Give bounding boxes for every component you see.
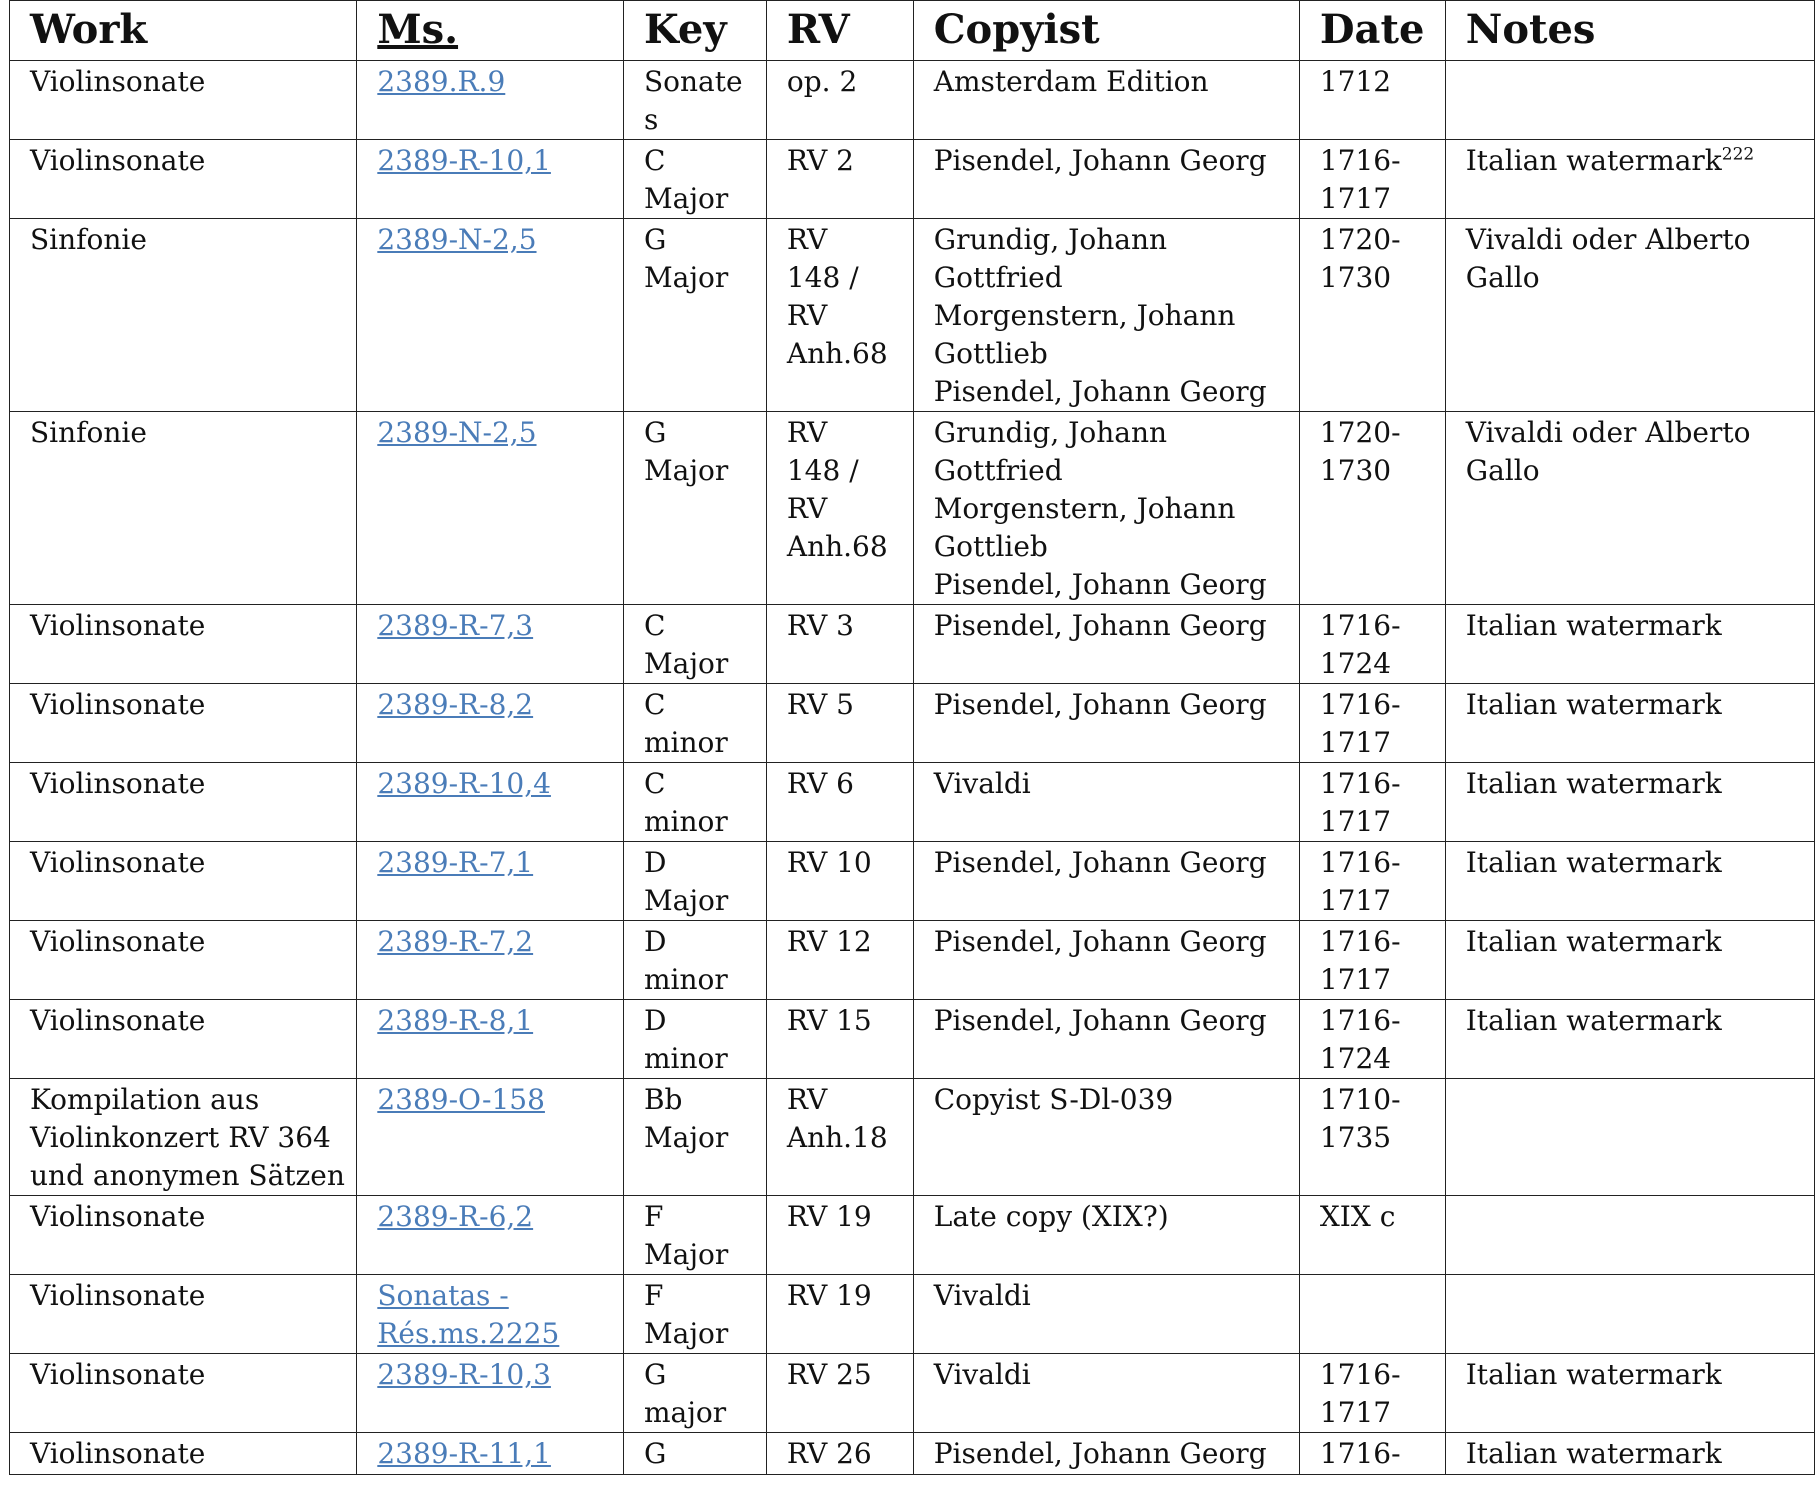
- table-row: [10, 219, 1815, 412]
- cell-copyist: Pisendel, Johann Georg: [913, 605, 1299, 684]
- cell-date: 1716- 1717: [1299, 140, 1445, 219]
- cell-rv: RV 12: [766, 921, 913, 1000]
- cell-copyist: Grundig, Johann Gottfried Morgenstern, Johann Gottlieb Pisendel, Johann Georg: [913, 412, 1299, 605]
- cell-work: Violinsonate: [10, 684, 357, 763]
- cell-notes: Italian watermark: [1445, 842, 1814, 921]
- cell-ms: [357, 1354, 624, 1433]
- cell-key: C minor: [623, 763, 766, 842]
- cell-ms: [357, 1196, 624, 1275]
- manuscript-link[interactable]: 2389-R-10,4: [377, 767, 551, 800]
- cell-ms: [357, 1000, 624, 1079]
- cell-date: 1712: [1299, 61, 1445, 140]
- manuscript-table-wrapper: [9, 0, 1815, 1475]
- cell-work: Violinsonate: [10, 1275, 357, 1354]
- cell-date: 1716- 1717: [1299, 921, 1445, 1000]
- cell-ms: [357, 842, 624, 921]
- manuscript-link[interactable]: 2389-R-7,1: [377, 846, 534, 879]
- table-row: [10, 763, 1815, 842]
- cell-work: Violinsonate: [10, 921, 357, 1000]
- cell-work: Violinsonate: [10, 1196, 357, 1275]
- table-row: [10, 140, 1815, 219]
- cell-date: 1716- 1724: [1299, 1000, 1445, 1079]
- table-row: [10, 1433, 1815, 1475]
- cell-ms: [357, 61, 624, 140]
- cell-copyist: Pisendel, Johann Georg: [913, 1000, 1299, 1079]
- cell-ms: [357, 763, 624, 842]
- cell-work: Violinsonate: [10, 1354, 357, 1433]
- cell-work: Violinsonate: [10, 61, 357, 140]
- cell-work: Violinsonate: [10, 763, 357, 842]
- cell-copyist: Pisendel, Johann Georg: [913, 684, 1299, 763]
- cell-notes: Italian watermark: [1445, 1433, 1814, 1475]
- cell-ms: [357, 684, 624, 763]
- cell-copyist: Grundig, Johann Gottfried Morgenstern, Johann Gottlieb Pisendel, Johann Georg: [913, 219, 1299, 412]
- manuscript-link[interactable]: Sonatas - Rés.ms.2225: [377, 1279, 560, 1350]
- cell-notes: Italian watermark: [1445, 763, 1814, 842]
- cell-work: Violinsonate: [10, 842, 357, 921]
- cell-date: 1710- 1735: [1299, 1079, 1445, 1196]
- cell-date: 1716- 1717: [1299, 763, 1445, 842]
- column-header-copyist: Copyist: [913, 1, 1299, 61]
- cell-notes: [1445, 61, 1814, 140]
- manuscript-link[interactable]: 2389-R-6,2: [377, 1200, 534, 1233]
- manuscript-link[interactable]: 2389-R-8,1: [377, 1004, 534, 1037]
- table-row: [10, 1000, 1815, 1079]
- cell-date: XIX c: [1299, 1196, 1445, 1275]
- cell-rv: RV 3: [766, 605, 913, 684]
- cell-notes: Italian watermark: [1445, 605, 1814, 684]
- cell-key: D minor: [623, 1000, 766, 1079]
- cell-work: Violinsonate: [10, 605, 357, 684]
- cell-ms: [357, 1433, 624, 1475]
- table-row: [10, 921, 1815, 1000]
- table-row: [10, 1196, 1815, 1275]
- cell-notes: Vivaldi oder Alberto Gallo: [1445, 412, 1814, 605]
- manuscript-link[interactable]: 2389-N-2,5: [377, 223, 537, 256]
- cell-key: G major: [623, 1354, 766, 1433]
- cell-notes: Italian watermark: [1445, 1354, 1814, 1433]
- cell-copyist: Late copy (XIX?): [913, 1196, 1299, 1275]
- column-header-key: Key: [623, 1, 766, 61]
- cell-rv: RV 19: [766, 1196, 913, 1275]
- cell-date: 1720- 1730: [1299, 219, 1445, 412]
- cell-copyist: Copyist S-Dl-039: [913, 1079, 1299, 1196]
- cell-copyist: Vivaldi: [913, 1354, 1299, 1433]
- cell-rv: RV 5: [766, 684, 913, 763]
- cell-ms: [357, 219, 624, 412]
- cell-rv: RV 6: [766, 763, 913, 842]
- manuscript-link[interactable]: 2389-R-7,3: [377, 609, 534, 642]
- cell-key: C Major: [623, 605, 766, 684]
- cell-notes: [1445, 1275, 1814, 1354]
- cell-rv: op. 2: [766, 61, 913, 140]
- manuscript-link[interactable]: 2389-R-11,1: [377, 1437, 551, 1470]
- cell-date: [1299, 1275, 1445, 1354]
- manuscript-link[interactable]: 2389-R-10,1: [377, 144, 551, 177]
- cell-key: G Major: [623, 412, 766, 605]
- footnote-marker[interactable]: 222: [1721, 144, 1755, 165]
- cell-rv: RV 25: [766, 1354, 913, 1433]
- manuscript-link[interactable]: 2389-R-7,2: [377, 925, 534, 958]
- manuscript-link[interactable]: 2389-N-2,5: [377, 416, 537, 449]
- cell-ms: [357, 605, 624, 684]
- cell-key: C minor: [623, 684, 766, 763]
- cell-notes: Italian watermark: [1445, 921, 1814, 1000]
- cell-notes: [1445, 140, 1814, 219]
- cell-work: Violinsonate: [10, 1433, 357, 1475]
- cell-notes: Italian watermark: [1445, 1000, 1814, 1079]
- cell-rv: RV 148 / RV Anh.68: [766, 412, 913, 605]
- cell-key: Bb Major: [623, 1079, 766, 1196]
- column-header-notes: Notes: [1445, 1, 1814, 61]
- cell-copyist: Pisendel, Johann Georg: [913, 842, 1299, 921]
- cell-notes: Vivaldi oder Alberto Gallo: [1445, 219, 1814, 412]
- manuscript-table: [9, 0, 1815, 1475]
- cell-date: 1720- 1730: [1299, 412, 1445, 605]
- notes-text: Italian watermark: [1465, 144, 1722, 177]
- column-header-date: Date: [1299, 1, 1445, 61]
- cell-copyist: Amsterdam Edition: [913, 61, 1299, 140]
- cell-rv: RV 2: [766, 140, 913, 219]
- table-row: [10, 842, 1815, 921]
- cell-copyist: Pisendel, Johann Georg: [913, 140, 1299, 219]
- cell-key: G Major: [623, 219, 766, 412]
- cell-rv: RV 148 / RV Anh.68: [766, 219, 913, 412]
- table-row: [10, 1275, 1815, 1354]
- header-row: [10, 1, 1815, 61]
- cell-key: F Major: [623, 1196, 766, 1275]
- table-row: [10, 412, 1815, 605]
- cell-ms: [357, 1079, 624, 1196]
- cell-rv: RV 26: [766, 1433, 913, 1475]
- table-row: [10, 61, 1815, 140]
- cell-key: F Major: [623, 1275, 766, 1354]
- cell-ms: [357, 412, 624, 605]
- cell-rv: RV Anh.18: [766, 1079, 913, 1196]
- cell-rv: RV 19: [766, 1275, 913, 1354]
- cell-ms: [357, 1275, 624, 1354]
- cell-copyist: Vivaldi: [913, 763, 1299, 842]
- cell-date: 1716- 1724: [1299, 605, 1445, 684]
- cell-notes: Italian watermark: [1445, 684, 1814, 763]
- cell-copyist: Pisendel, Johann Georg: [913, 1433, 1299, 1475]
- cell-copyist: Vivaldi: [913, 1275, 1299, 1354]
- manuscript-link[interactable]: 2389.R.9: [377, 65, 506, 98]
- cell-date: 1716- 1717: [1299, 842, 1445, 921]
- column-header-ms: Ms.: [357, 1, 624, 61]
- cell-work: Kompilation aus Violinkonzert RV 364 und anonymen Sätzen: [10, 1079, 357, 1196]
- cell-key: G: [623, 1433, 766, 1475]
- cell-notes: [1445, 1079, 1814, 1196]
- cell-key: C Major: [623, 140, 766, 219]
- column-header-rv: RV: [766, 1, 913, 61]
- table-row: [10, 1079, 1815, 1196]
- cell-key: Sonate s: [623, 61, 766, 140]
- table-row: [10, 605, 1815, 684]
- cell-date: 1716-: [1299, 1433, 1445, 1475]
- cell-ms: [357, 140, 624, 219]
- cell-copyist: Pisendel, Johann Georg: [913, 921, 1299, 1000]
- cell-date: 1716- 1717: [1299, 1354, 1445, 1433]
- cell-key: D Major: [623, 842, 766, 921]
- cell-notes: [1445, 1196, 1814, 1275]
- manuscript-link[interactable]: 2389-R-10,3: [377, 1358, 551, 1391]
- cell-work: Sinfonie: [10, 412, 357, 605]
- manuscript-link[interactable]: 2389-R-8,2: [377, 688, 534, 721]
- manuscript-link[interactable]: 2389-O-158: [377, 1083, 545, 1116]
- cell-work: Violinsonate: [10, 140, 357, 219]
- cell-rv: RV 15: [766, 1000, 913, 1079]
- cell-work: Violinsonate: [10, 1000, 357, 1079]
- cell-date: 1716- 1717: [1299, 684, 1445, 763]
- cell-ms: [357, 921, 624, 1000]
- cell-work: Sinfonie: [10, 219, 357, 412]
- table-row: [10, 1354, 1815, 1433]
- column-header-work: Work: [10, 1, 357, 61]
- cell-rv: RV 10: [766, 842, 913, 921]
- table-row: [10, 684, 1815, 763]
- cell-key: D minor: [623, 921, 766, 1000]
